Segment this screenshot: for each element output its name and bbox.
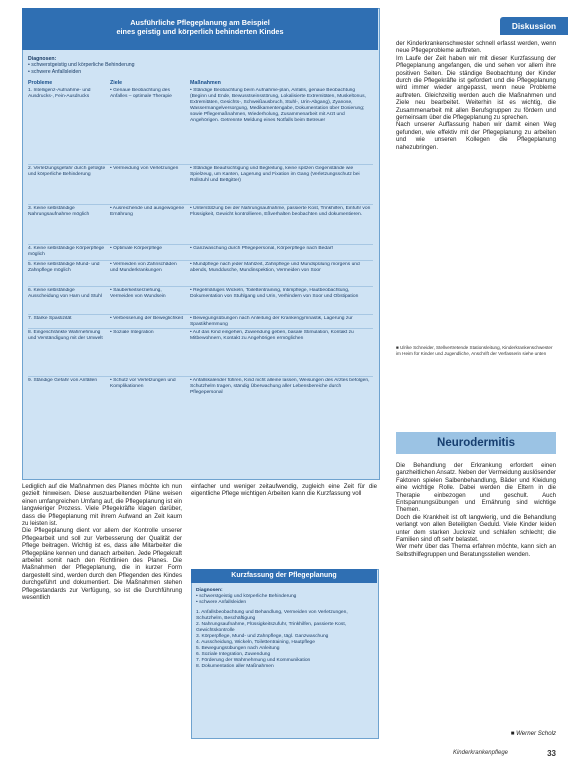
- section-title: Neurodermitis: [437, 437, 515, 449]
- row-divider: [28, 244, 373, 245]
- summary-box-title: Kurzfassung der Pflegeplanung: [191, 569, 377, 583]
- footer-journal: Kinderkrankenpflege: [452, 750, 508, 756]
- table-cell-goal: • Optimale Körperpflege: [110, 246, 163, 251]
- author-signature: ■ Werner Scholz: [510, 730, 556, 737]
- table-cell-measure: • Ständige Beaufsichtigung und Begleitung, keine spitzen Gegenstände wie Spielzeug, um Kanten, Lagerung und Fixation im Gang (Verletzungsschutz bei Rollstuhl und Bettgitter): [190, 166, 360, 183]
- summary-item: 2. Nahrungsaufnahme, Flüssigkeitszufuhr, Trinkhilfen, passierte Kost, Gewichtskontrolle: [196, 622, 347, 633]
- summary-items: [196, 610, 372, 670]
- diagnosis-item: • schwere Anfallsleiden: [28, 68, 82, 75]
- row-divider: [28, 376, 373, 377]
- summary-diagnoses-label: Diagnosen:: [196, 588, 223, 593]
- table-cell-goal: • Schutz vor Verletzungen und Komplikationen: [110, 378, 176, 389]
- row-divider: [28, 260, 373, 261]
- table-cell-problem: 1. Intelligenz-Aufnahme- und Ausdrucks-, Fein-Ausdrucks: [28, 88, 91, 99]
- table-cell-measure: • Regelmäßiges Wickeln, Toilettentraining, Intimpflege, Hautbeobachtung, Dokumentation von Stuhlgang und Urin, Verhindern von Soor und Obstipation: [190, 288, 359, 299]
- table-cell-problem: 9. Ständige Gefahr von Anfällen: [28, 378, 98, 383]
- table-cell-problem: 2. Verletzungsgefahr durch gefolgte und körperliche Behinderung: [28, 166, 106, 177]
- row-divider: [28, 204, 373, 205]
- row-divider: [28, 314, 373, 315]
- summary-diagnosis-item: • schwerstgeistig und körperliche Behinderung: [196, 594, 297, 599]
- row-divider: [28, 328, 373, 329]
- table-cell-measure: • Bewegungsübungen nach Anleitung der Krankengymnastik, Lagerung zur Spastikhemmung: [190, 316, 353, 327]
- table-cell-measure: • Mundpflege nach jeder Mahlzeit, Zahnpflege und Mundspülung morgens und abends, Munddusche, Mundinspektion, Vermeiden von Soor: [190, 262, 360, 273]
- summary-item: 4. Ausscheidung, Wickeln, Toilettentraining, Hautpflege: [196, 640, 315, 645]
- table-cell-problem: 5. Keine selbständige Mund- und Zahnpflege möglich: [28, 262, 100, 273]
- author-info: ■ Ulrike Schneider, Stellvertretende Stationsleitung, Kinderkrankenschwester im Heim für Kinder und Jugendliche, Anschrift der Verfasserin siehe unten: [396, 345, 553, 356]
- summary-item: 7. Förderung der Wahrnehmung und Kommunikation: [196, 658, 311, 663]
- section-badge: Diskussion: [500, 17, 568, 35]
- table-title-line1: Ausführliche Pflegeplanung am Beispiel: [130, 18, 270, 27]
- table-title-line2: eines geistig und körperlich behinderten Kindes: [116, 27, 284, 36]
- section-title-band: [396, 432, 556, 454]
- table-cell-goal: • Genaue Beobachtung des Anfalles – optimale Therapie: [110, 88, 172, 99]
- column-header-problems: Probleme: [28, 80, 53, 86]
- row-divider: [28, 164, 373, 165]
- table-cell-measure: • Auf das Kind eingehen, Zuwendung geben, basale Stimulation, Kontakt zu Mitbewohnern, Kontakt zu Angehörigen ermöglichen: [190, 330, 354, 341]
- table-cell-problem: 4. Keine selbständige Körperpflege möglich: [28, 246, 105, 257]
- summary-item: 8. Dokumentation aller Maßnahmen: [196, 664, 274, 669]
- table-cell-measure: • Unterstützung bei der Nahrungsaufnahme, passierte Kost, Trinkhilfen, Einfuhr von Flüssigkeit, Gewicht kontrollieren, Eßverhalten beobachten und dokumentieren.: [190, 206, 371, 217]
- body-text-column3-bottom: Die Behandlung der Erkrankung erfordert einen ganzheitlichen Ansatz. Neben der Vermeidung auslösender Faktoren spielen Salbenbehandlung, Bäder und Kleidung eine wichtige Rolle. Dabei werden die Eltern in die Therapie einbezogen und geschult. Auch Entspannungsübungen und Ernährung sind wichtige Themen. Doch die Krankheit ist oft langwierig, und die Behandlung verlangt von allen Beteiligten Geduld. Viele Kinder leiden unter dem starken Juckreiz und schlafen schlecht; die Familien sind oft sehr belastet. Wer mehr über das Thema erfahren möchte, kann sich an Selbsthilfegruppen und Beratungsstellen wenden.: [396, 462, 556, 558]
- table-cell-measure: • Anfallskalender führen, Kind nicht alleine lassen, Weisungen des Arztes befolgen, Schutzhelm tragen, ständig Überwachung aller Lebensbereiche durch Pflegepersonal: [190, 378, 370, 395]
- table-cell-goal: • Soziale Integration: [110, 330, 154, 335]
- summary-item: 6. Soziale Integration, Zuwendung: [196, 652, 271, 657]
- page-number: 33: [547, 749, 556, 758]
- body-text-column1: Lediglich auf die Maßnahmen des Planes möchte ich nun gezielt hinweisen. Diese auszuarbeitenden Pläne weisen einen umfangreichen Umfang auf, die Pflegeplanung ist ein langwieriger Prozess. Viele Pflegekräfte klagen darüber, dass die Pflegeplanung mit ihrem Aufwand an Zeit kaum zu leisten ist. Die Pflegeplanung dient vor allem der Kontrolle unserer Pflegearbeit und soll zur Verbesserung der Qualität der Pflege beitragen. Wichtig ist es, dass alle Mitarbeiter die Pflegepläne kennen und danach arbeiten. Jede Pflegekraft arbeitet somit nach den Richtlinien des Planes. Die Maßnahmen der Pflegeplanung, die in kurzer Form dargestellt sind, werden durch den Pflegenden des Kindes durchgeführt und dokumentiert. Die Maßnahmen stehen Pflegestandards zur Verfügung, so ist die Durchführung wesentlich: [22, 483, 182, 602]
- summary-item: 5. Bewegungsübungen nach Anleitung: [196, 646, 280, 651]
- table-cell-goal: • Vermeidung von Verletzungen: [110, 166, 179, 171]
- care-plan-table-header: [22, 8, 378, 50]
- summary-item: 3. Körperpflege, Mund- und Zahnpflege, tägl. Ganzwaschung: [196, 634, 329, 639]
- table-cell-problem: 8. Eingeschränkte Wahrnehmung und Verständigung mit der Umwelt: [28, 330, 103, 341]
- body-text-column2: einfacher und weniger zeitaufwendig, zugleich eine Zeit für die eigentliche Pflege wichtigen Arbeiten kann die Kurzfassung voll: [191, 483, 377, 498]
- summary-item: 1. Anfallsbeobachtung und Behandlung, Vermeiden von Verletzungen, Schutzhelm, Beschäftigung: [196, 610, 348, 621]
- summary-box-content: [196, 588, 372, 670]
- diagnoses-label: Diagnosen:: [28, 56, 57, 62]
- table-cell-measure: • Ständige Beobachtung beim Aufnahme-plan, Anfalls, genaue Beobachtung (Beginn und Ende, Bewusstseinsstörung, Lokalisierte Extremitäten, Muskeltonus, Extremitäten, Gesichts-, Schweißausbruch, Stuhl-, Urin-Abgang), Zyanose, Wassermangelversorgung, Medikamentengabe, Dokumentation über Dosierung; sowie Pflegemaßnahmen, Wiederholung, Zusammenarbeit mit Arzt und Angehörigen. Getrennte Meldung eines Notfalls beim Betreuer: [190, 88, 366, 123]
- column-header-measures: Maßnahmen: [190, 80, 221, 86]
- table-cell-problem: 3. Keine selbständige Nahrungsaufnahme möglich: [28, 206, 90, 217]
- column-header-goals: Ziele: [110, 80, 123, 86]
- summary-diagnosis-item: • schwere Anfallsleiden: [196, 600, 247, 605]
- table-cell-goal: • Verbesserung der Beweglichkeit: [110, 316, 183, 321]
- row-divider: [28, 286, 373, 287]
- table-diagnoses: [28, 56, 368, 75]
- body-text-column3-top: der Kinderkrankenschwester schnell erfasst werden, wenn neue Pflegeprobleme auftreten. Im Laufe der Zeit haben wir mit dieser Kurzfassung der Pflegeplanung angefangen, die und sehen vor allem ihre positiven Seiten. Die ständige Beobachtung der Kinder durch die Pflegekräfte ist gefordert und die Pflegeplanung wird immer wieder angepasst, wenn neue Probleme auftreten. Gleichzeitig werden auch die Maßnahmen und Ziele neu bearbeitet. Weiterhin ist es wichtig, die Zusammenarbeit mit allen Berufsgruppen zu fördern und gemeinsam über die Pflegeplanung zu sprechen. Nach unserer Auffassung haben wir damit einen Weg gefunden, wie effektiv mit der Pflegeplanung zu arbeiten und wie unseren Kollegen die Pflegeplanung nahezubringen.: [396, 40, 556, 151]
- table-cell-problem: 6. Keine selbständige Ausscheidung von Harn und Stuhl: [28, 288, 102, 299]
- table-cell-goal: • Vermeiden von Zahnschäden und Munderkrankungen: [110, 262, 177, 273]
- table-cell-goal: • Ausreichende und ausgewogene Ernährung: [110, 206, 185, 217]
- table-cell-measure: • Ganzwaschung durch Pflegepersonal, Körperpflege nach Bedarf: [190, 246, 333, 251]
- table-cell-problem: 7. Starke Spastizität: [28, 316, 72, 321]
- diagnosis-item: • schwerstgeistig und körperliche Behinderung: [28, 62, 135, 69]
- table-cell-goal: • Sauberkeitserziehung, Vermeiden von Wundsein: [110, 288, 166, 299]
